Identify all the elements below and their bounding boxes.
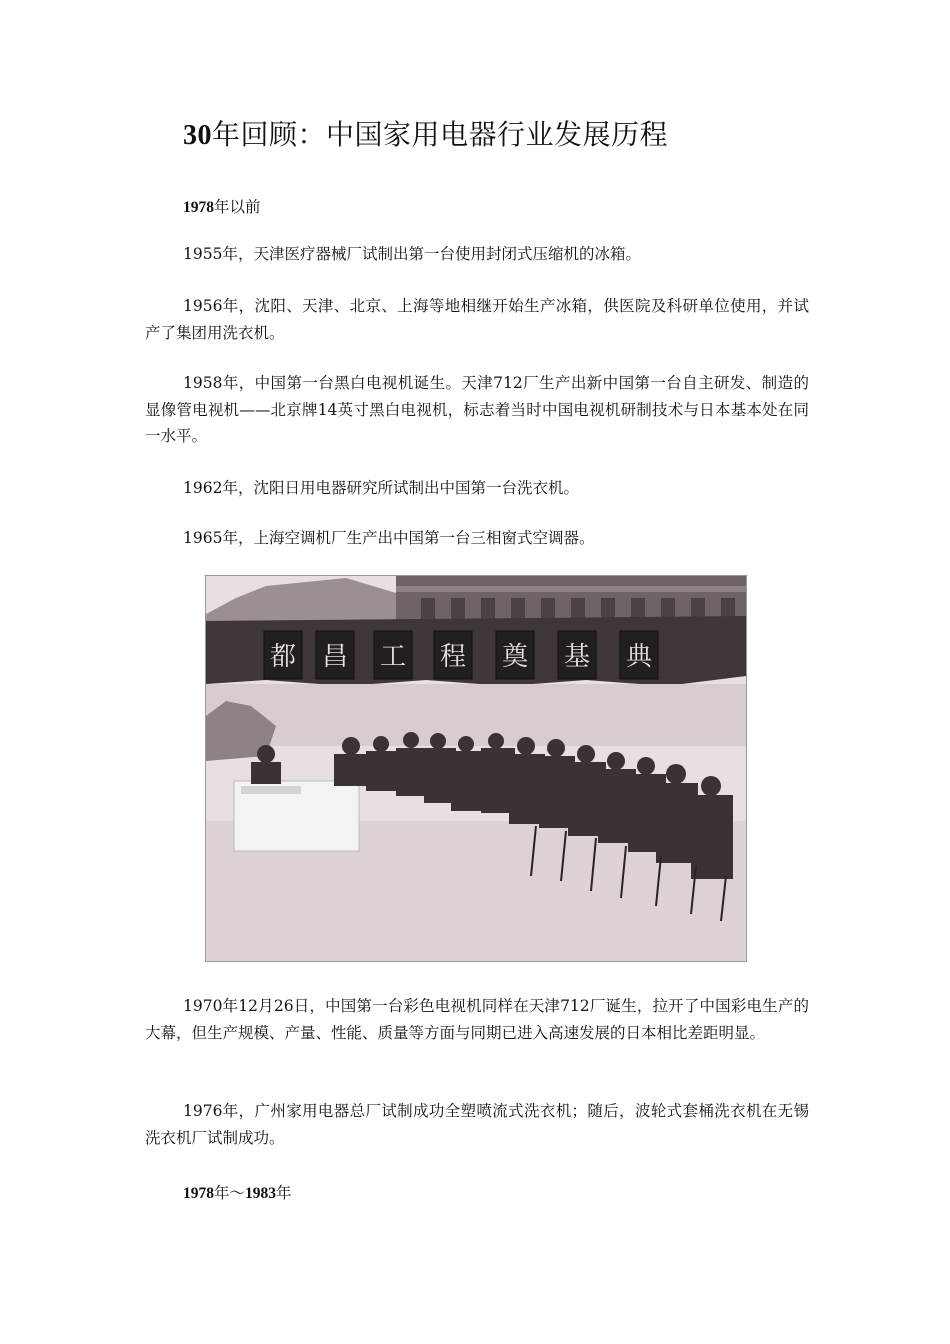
paragraph-1956: 1956年，沈阳、天津、北京、上海等地相继开始生产冰箱，供医院及科研单位使用，并试产了集团用洗衣机。 [145, 297, 809, 342]
section-heading-start-year: 1978 [183, 1185, 214, 1202]
paragraph-1962: 1962年，沈阳日用电器研究所试制出中国第一台洗衣机。 [183, 479, 579, 497]
paragraph-1955: 1955年，天津医疗器械厂试制出第一台使用封闭式压缩机的冰箱。 [183, 245, 641, 263]
section-heading-end-suffix: 年 [276, 1184, 292, 1202]
svg-text:都: 都 [269, 642, 297, 672]
svg-text:典: 典 [625, 642, 653, 672]
svg-text:工: 工 [379, 642, 407, 672]
svg-text:奠: 奠 [501, 642, 529, 672]
title-text: 年回顾：中国家用电器行业发展历程 [212, 118, 669, 151]
svg-text:昌: 昌 [321, 642, 349, 672]
paragraph-1976: 1976年，广州家用电器总厂试制成功全塑喷流式洗衣机；随后，波轮式套桶洗衣机在无锡洗衣机厂试制成功。 [145, 1102, 809, 1147]
section-heading-mid: 年～ [214, 1184, 246, 1202]
section-heading-1978-1983 [183, 1181, 292, 1203]
svg-text:基: 基 [563, 642, 591, 672]
paragraph-1970: 1970年12月26日，中国第一台彩色电视机同样在天津712厂诞生，拉开了中国彩电生产的大幕，但生产规模、产量、性能、质量等方面与同期已进入高速发展的日本相比差距明显。 [145, 997, 809, 1042]
section-heading-end-year: 1983 [245, 1185, 277, 1202]
section-heading-before-1978 [183, 195, 261, 217]
section-heading-suffix: 年以前 [214, 198, 261, 216]
title-number: 30 [183, 120, 212, 151]
historical-photo [205, 575, 747, 962]
paragraph-1965: 1965年，上海空调机厂生产出中国第一台三相窗式空调器。 [183, 529, 595, 547]
svg-text:程: 程 [439, 642, 467, 672]
paragraph-1958: 1958年，中国第一台黑白电视机诞生。天津712厂生产出新中国第一台自主研发、制造的显像管电视机——北京牌14英寸黑白电视机，标志着当时中国电视机研制技术与日本基本处在同一水平。 [145, 374, 809, 445]
historical-photo-image [206, 576, 746, 961]
page-title [183, 113, 668, 153]
section-heading-year: 1978 [183, 199, 214, 216]
